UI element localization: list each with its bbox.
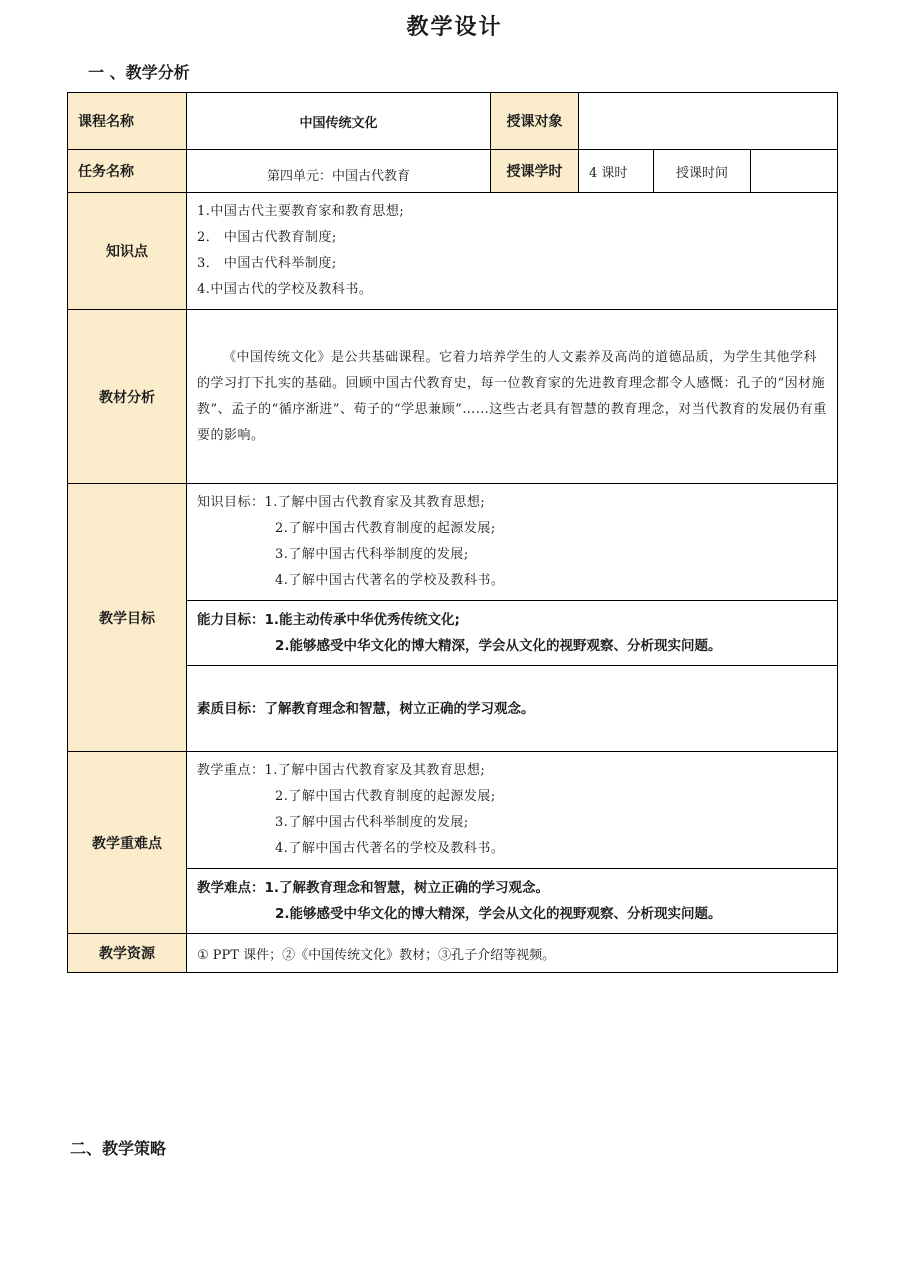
course-name-label: 课程名称 [68,93,187,150]
list-item: 1.了解中国古代教育家及其教育思想; [264,763,486,778]
difficult-prefix: 教学难点： [197,880,265,896]
key-points [187,752,837,868]
table-row [68,934,838,973]
key-difficult-label: 教学重难点 [68,752,187,934]
time-label: 授课时间 [654,150,751,193]
list-item: 3.了解中国古代科举制度的发展; [275,815,469,830]
list-item: 4.了解中国古代著名的学校及教科书。 [275,841,505,856]
key-points-prefix: 教学重点： [197,763,265,778]
ability-goal-prefix: 能力目标： [197,612,265,628]
table-row [68,310,838,484]
material-analysis-text: 《中国传统文化》是公共基础课程。它着力培养学生的人文素养及高尚的道德品质，为学生其他学科的学习打下扎实的基础。回顾中国古代教育史，每一位教育家的先进教育理念都令人感慨：孔子的“因材施教”、孟子的“循序渐进”、荀子的“学思兼顾”……这些古老具有智慧的教育理念，对当代教育的发展仍有重要的影响。 [197,349,827,443]
knowledge-goals [187,484,837,600]
list-item: 2.能够感受中华文化的博大精深，学会从文化的视野观察、分析现实问题。 [275,638,722,654]
resources-value: ① PPT 课件；②《中国传统文化》教材；③孔子介绍等视频。 [187,934,838,973]
knowledge-list [187,193,837,309]
section-heading-strategy: 二、教学策略 [70,1139,167,1158]
quality-goal: 素质目标：了解教育理念和智慧，树立正确的学习观念。 [197,700,535,717]
table-row [68,752,838,869]
list-item: 1.了解中国古代教育家及其教育思想; [264,495,486,510]
list-item: 2.了解中国古代教育制度的起源发展; [275,789,496,804]
list-item: 4.了解中国古代著名的学校及教科书。 [275,573,505,588]
list-item: 1.能主动传承中华优秀传统文化; [264,612,460,628]
lesson-plan-table [67,92,838,973]
list-item: 3.了解中国古代科举制度的发展; [275,547,469,562]
list-item: 3． 中国古代科举制度; [197,256,337,271]
resources-label: 教学资源 [68,934,187,973]
section-heading-analysis: 一 、教学分析 [88,63,190,82]
list-item: 2.了解中国古代教育制度的起源发展; [275,521,496,536]
list-item: 1.了解教育理念和智慧，树立正确的学习观念。 [264,880,550,896]
audience-label: 授课对象 [491,93,579,150]
ability-goals [187,601,837,665]
table-row [68,484,838,601]
list-item: 2.能够感受中华文化的博大精深，学会从文化的视野观察、分析现实问题。 [275,906,722,922]
task-name-value: 第四单元：中国古代教育 [187,150,491,193]
hours-label: 授课学时 [491,150,579,193]
course-name-value: 中国传统文化 [187,93,491,150]
material-analysis-label: 教材分析 [68,310,187,484]
table-row [68,193,838,310]
list-item: 4.中国古代的学校及教科书。 [197,282,373,297]
teaching-goals-label: 教学目标 [68,484,187,752]
hours-value: 4 课时 [579,150,654,193]
knowledge-label: 知识点 [68,193,187,310]
audience-value [579,93,838,150]
table-row [68,150,838,193]
table-row [68,93,838,150]
knowledge-goal-prefix: 知识目标： [197,495,265,510]
task-name-label: 任务名称 [68,150,187,193]
page-title: 教学设计 [406,15,503,40]
list-item: 1.中国古代主要教育家和教育思想; [197,204,405,219]
difficult-points [187,869,837,933]
list-item: 2． 中国古代教育制度; [197,230,337,245]
time-value [751,150,838,193]
